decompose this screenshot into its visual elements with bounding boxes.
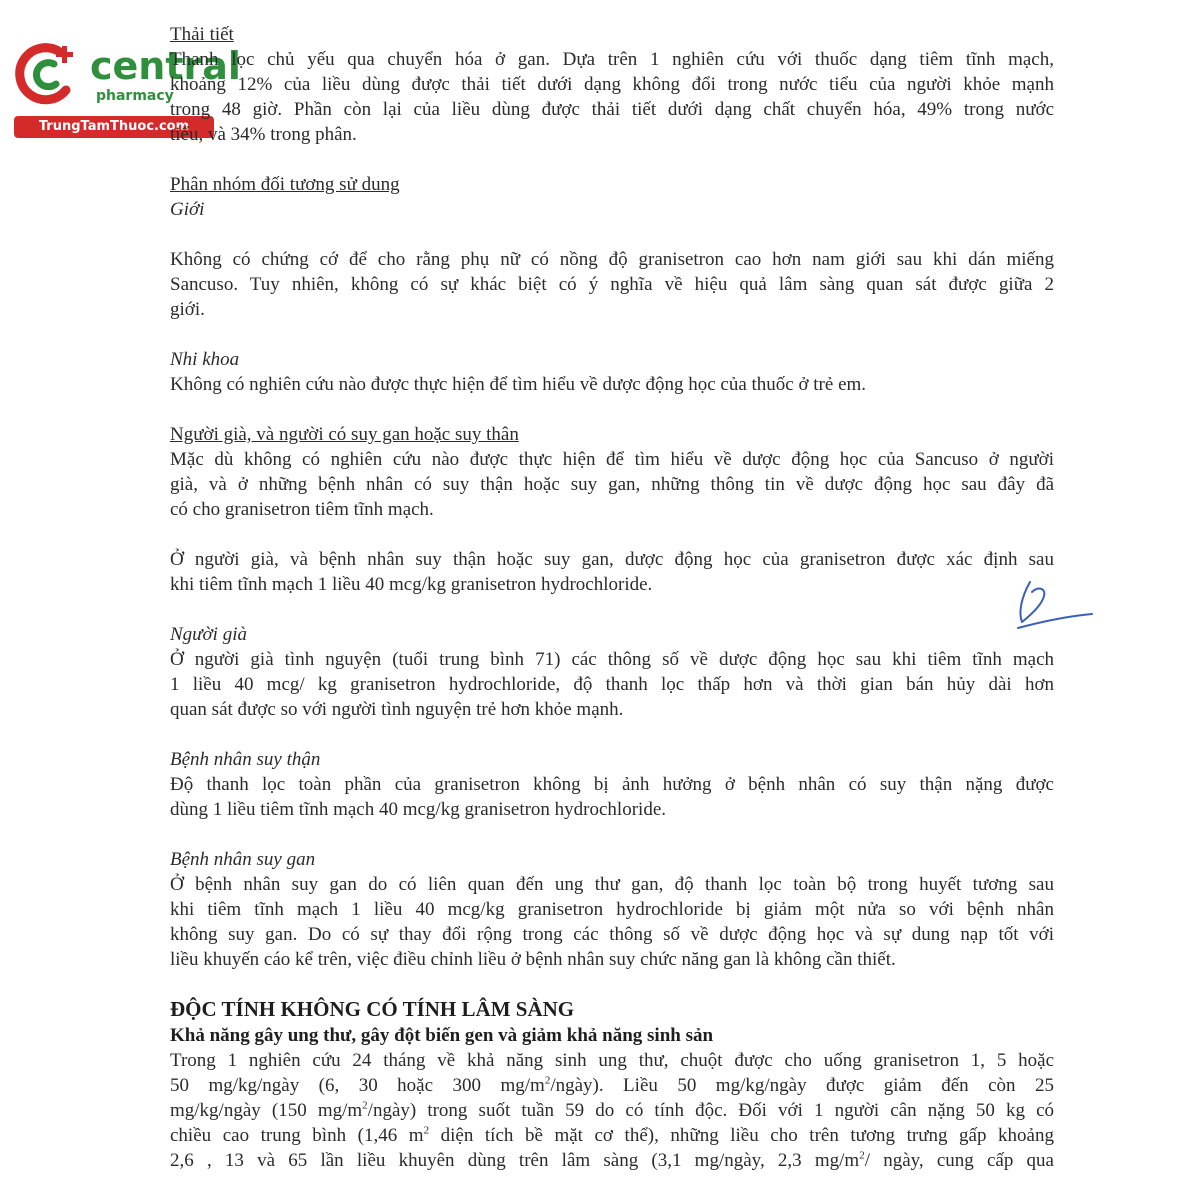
- text-segment: 50 mg/kg/ngày (6, 30 hoặc 300 mg/m: [170, 1075, 545, 1096]
- hepatic-line: liều khuyến cáo kể trên, việc điều chỉnh liều ở bệnh nhân suy chức năng gan là không cần thiết.: [170, 949, 896, 970]
- hepatic-title: Bệnh nhân suy gan: [170, 849, 316, 870]
- elderly-line: Ở người già tình nguyện (tuổi trung bình 71) các thông số về dược động học sau khi tiêm tĩnh mạch: [170, 649, 1054, 670]
- logo-subtitle: pharmacy: [96, 88, 174, 104]
- text-segment: chiều cao trung bình (1,46 m: [170, 1125, 424, 1146]
- carcinogenesis-subheading: Khả năng gây ung thư, gây đột biến gen và giảm khả năng sinh sản: [170, 1025, 714, 1046]
- renal-title: Bệnh nhân suy thận: [170, 749, 321, 770]
- elderly-organ-line: già, và ở những bệnh nhân có suy thận hoặc suy gan, những thông tin về dược động học sau đây đã: [170, 474, 1054, 495]
- text-segment: diện tích bề mặt cơ thể), những liều cho trên tương trưng gấp khoảng: [429, 1125, 1054, 1146]
- renal-line: dùng 1 liều tiêm tĩnh mạch 40 mcg/kg granisetron hydrochloride.: [170, 799, 667, 820]
- superscript: 2: [859, 1149, 865, 1162]
- gender-line: giới.: [170, 299, 205, 320]
- hepatic-line: khi tiêm tĩnh mạch 1 liều 40 mcg/kg granisetron hydrochloride bị giảm một nửa so với bệnh nhân: [170, 899, 1054, 920]
- excretion-line: tiểu, và 34% trong phân.: [170, 124, 357, 145]
- elderly-organ-line: Mặc dù không có nghiên cứu nào được thực hiện để tìm hiểu về dược động học của Sancuso ở người: [170, 449, 1054, 470]
- text-segment: 2,6 , 13 và 65 lần liều khuyên dùng trên lâm sàng (3,1 mg/ngày, 2,3 mg/m: [170, 1150, 860, 1171]
- gender-title: Giới: [170, 199, 205, 220]
- elderly-organ-line: khi tiêm tĩnh mạch 1 liều 40 mcg/kg granisetron hydrochloride.: [170, 574, 653, 595]
- elderly-title: Người già: [170, 624, 247, 645]
- superscript: 2: [423, 1124, 430, 1137]
- nonclinical-heading: ĐỘC TÍNH KHÔNG CÓ TÍNH LÂM SÀNG: [170, 997, 575, 1021]
- text-segment: / ngày, cung cấp qua: [864, 1150, 1054, 1171]
- hepatic-line: không suy gan. Do có sự thay đổi rộng trong các thông số về dược động học và sự dung nạp tốt với: [170, 924, 1054, 945]
- superscript: 2: [544, 1074, 551, 1087]
- elderly-line: quan sát được so với người tình nguyện trẻ hơn khỏe mạnh.: [170, 699, 624, 720]
- nonclinical-line: [170, 1098, 1054, 1123]
- logo-name: central: [90, 44, 241, 88]
- logo-site-text: TrungTamThuoc.com: [38, 119, 190, 134]
- excretion-line: trong 48 giờ. Phần còn lại của liều dùng được thải tiết dưới dạng chất chuyển hóa, 49% trong nước: [170, 99, 1054, 120]
- pharmacy-logo-icon: [10, 38, 84, 112]
- pediatrics-line: Không có nghiên cứu nào được thực hiện để tìm hiểu về dược động học của thuốc ở trẻ em.: [170, 374, 867, 395]
- elderly-organ-line: Ở người già, và bệnh nhân suy thận hoặc suy gan, dược động học của granisetron được xác định sau: [170, 549, 1054, 570]
- elderly-organ-line: có cho granisetron tiêm tĩnh mạch.: [170, 499, 434, 520]
- elderly-organ-title: Người già, và người có suy gan hoặc suy thân: [170, 424, 519, 445]
- text-segment: mg/kg/ngày (150 mg/m: [170, 1100, 363, 1121]
- text-segment: /ngày). Liều 50 mg/kg/ngày được giảm đến còn 25: [550, 1075, 1054, 1096]
- elderly-line: 1 liều 40 mcg/ kg granisetron hydrochloride, độ thanh lọc thấp hơn và thời gian bán hủy dài hơn: [170, 674, 1054, 695]
- excretion-title: Thải tiết: [170, 24, 234, 45]
- nonclinical-line: [170, 1123, 1054, 1148]
- nonclinical-line: Trong 1 nghiên cứu 24 tháng về khả năng sinh ung thư, chuột được cho uống granisetron 1, 5 hoặc: [170, 1050, 1054, 1071]
- nonclinical-line: [170, 1148, 1054, 1173]
- excretion-line: khoảng 12% của liều dùng được thải tiết dưới dạng không đổi trong nước tiểu của người khỏe mạnh: [170, 74, 1054, 95]
- document-page: [170, 22, 1054, 1173]
- superscript: 2: [362, 1099, 368, 1112]
- gender-line: Sancuso. Tuy nhiên, không có sự khác biệt có ý nghĩa về hiệu quả lâm sàng quan sát được giữa 2: [170, 274, 1054, 295]
- hepatic-line: Ở bệnh nhân suy gan do có liên quan đến ung thư gan, độ thanh lọc toàn bộ trong huyết tương sau: [170, 874, 1054, 895]
- nonclinical-line: [170, 1073, 1054, 1098]
- excretion-line: Thanh lọc chủ yếu qua chuyển hóa ở gan. Dựa trên 1 nghiên cứu với thuốc dạng tiêm tĩnh mạch,: [170, 49, 1054, 70]
- renal-line: Độ thanh lọc toàn phần của granisetron không bị ảnh hưởng ở bệnh nhân có suy thận nặng được: [170, 774, 1054, 795]
- pediatrics-title: Nhi khoa: [170, 349, 240, 370]
- text-segment: /ngày) trong suốt tuần 59 do có tính độc. Đối với 1 người cân nặng 50 kg có: [367, 1100, 1055, 1121]
- gender-line: Không có chứng cớ để cho rằng phụ nữ có nồng độ granisetron cao hơn nam giới sau khi dán miếng: [170, 249, 1054, 270]
- subgroups-title: Phân nhóm đối tương sử dung: [170, 174, 400, 195]
